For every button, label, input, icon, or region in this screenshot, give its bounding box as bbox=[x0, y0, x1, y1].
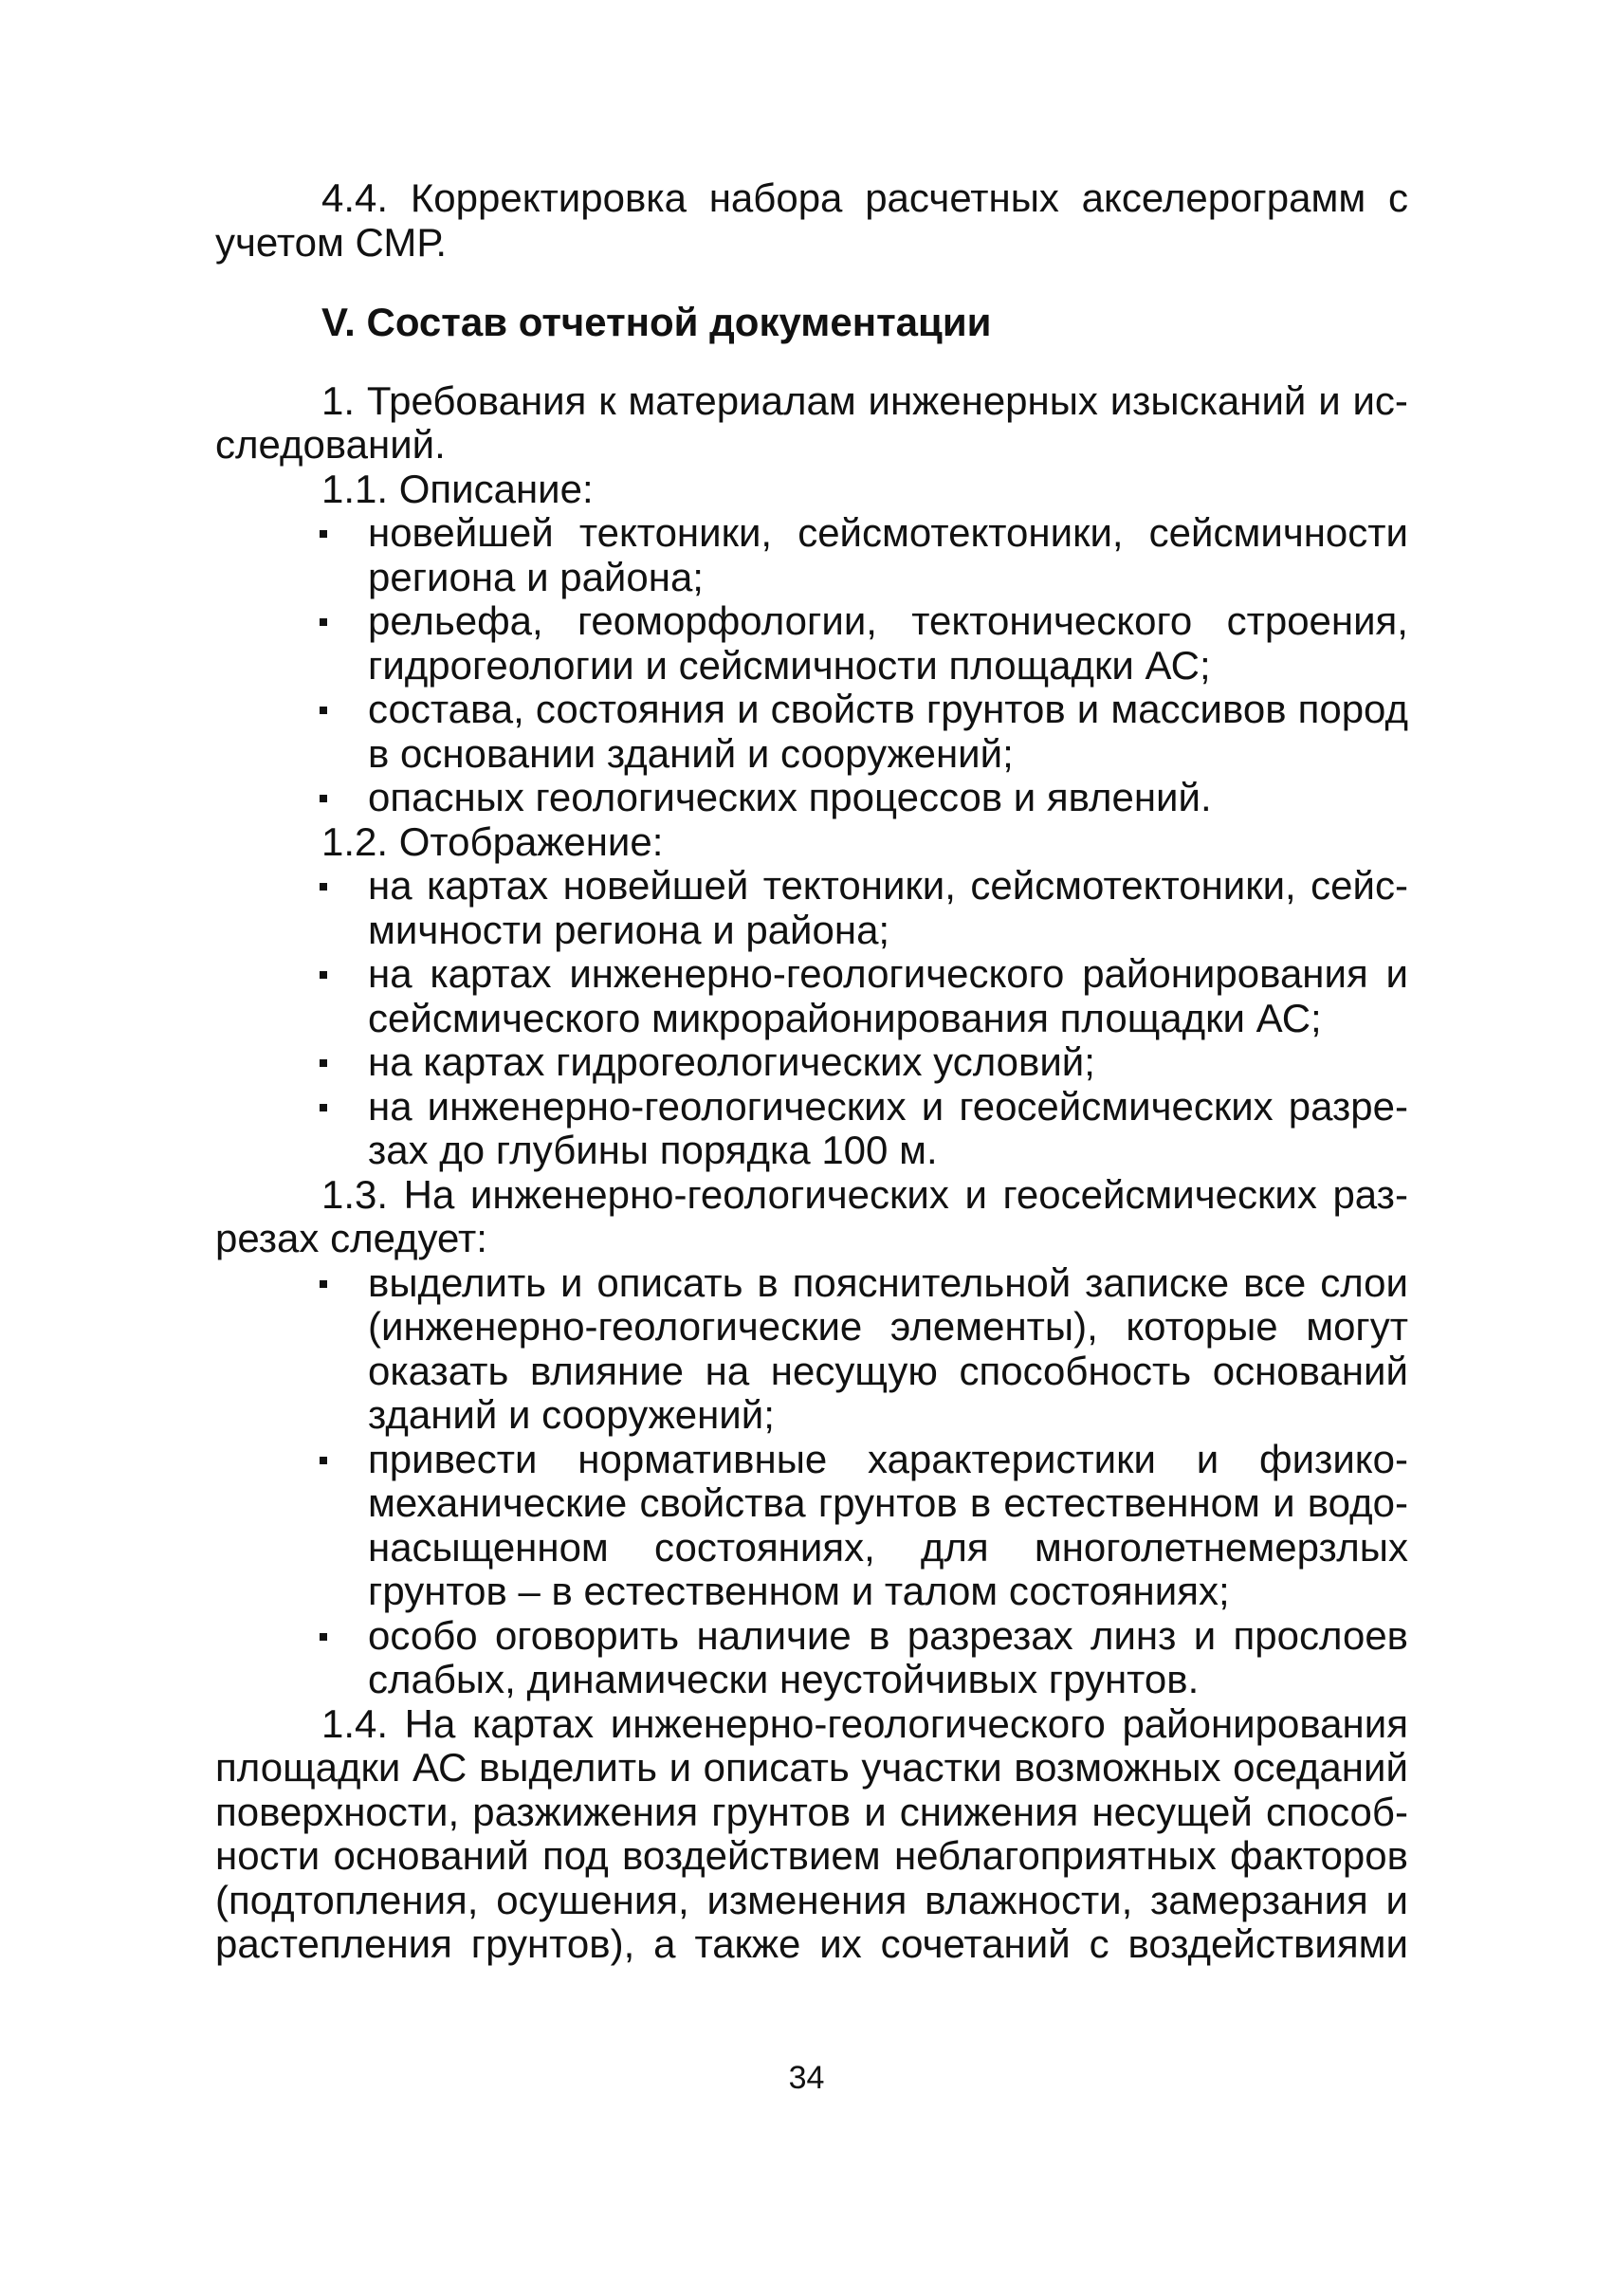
bullet-item-line bbox=[215, 1526, 1408, 1570]
para-1-4-line-word: и bbox=[1385, 1877, 1408, 1922]
bullet-list-1-2 bbox=[215, 864, 1408, 1173]
bullet-item-line bbox=[215, 1350, 1408, 1394]
para-1-line-1-word: 1. bbox=[321, 377, 356, 423]
bullet-marker-icon bbox=[320, 971, 327, 979]
bullet-item-line bbox=[215, 864, 1408, 909]
para-1-4-line bbox=[215, 1922, 1408, 1967]
para-1-4-line-word: способ- bbox=[1265, 1789, 1408, 1834]
para-1-2-title: 1.2. Отображение: bbox=[321, 818, 664, 864]
bullet-item-line-word: механические bbox=[368, 1480, 628, 1525]
bullet-marker-icon bbox=[320, 1457, 327, 1464]
para-1-4-line-word: оседаний bbox=[1233, 1745, 1408, 1790]
bullet-item-line-word: на bbox=[368, 1083, 412, 1129]
para-1-4-line-word: участки bbox=[861, 1745, 1002, 1790]
para-1-4-line-word: инженерно-геологического bbox=[610, 1700, 1106, 1746]
bullet-item-line-word: массивов bbox=[1110, 687, 1287, 731]
para-1-line-1 bbox=[215, 379, 1408, 424]
bullet-item-line-word: способность bbox=[959, 1348, 1192, 1393]
bullet-item-line bbox=[215, 599, 1408, 644]
para-1-4-line-word: 1.4. bbox=[321, 1700, 389, 1746]
bullet-item-line-word: оговорить bbox=[494, 1612, 680, 1658]
para-1-3-line-1-word: геосейсмических bbox=[1002, 1171, 1317, 1217]
bullet-item-line bbox=[215, 1305, 1408, 1350]
bullet-marker-icon bbox=[320, 1280, 327, 1288]
bullet-item-line-word: которые bbox=[1126, 1304, 1278, 1349]
bullet-item-line-word: для bbox=[920, 1524, 989, 1570]
bullet-item-line-word: грунтов bbox=[817, 1480, 958, 1525]
bullet-item-line-word: разрезах bbox=[907, 1612, 1073, 1658]
para-1-4-line-word: растепления bbox=[215, 1921, 452, 1966]
bullet-item-line-word: записке bbox=[1085, 1259, 1230, 1305]
bullet-item-line-word: состояния bbox=[535, 687, 725, 731]
bullet-item-line bbox=[215, 1261, 1408, 1306]
section-heading: V. Состав отчетной документации bbox=[321, 300, 992, 344]
para-1-4-line bbox=[215, 1746, 1408, 1791]
para-1-4-line-word: под bbox=[542, 1833, 609, 1878]
bullet-item-line-word: тектонического bbox=[911, 598, 1193, 643]
para-4-4-line-1 bbox=[215, 176, 1408, 221]
para-1-4-line-word: ности bbox=[215, 1833, 321, 1878]
bullet-item-line-word: и bbox=[1273, 1480, 1295, 1525]
para-1-line-2: следований. bbox=[215, 422, 446, 467]
bullet-marker-icon bbox=[320, 883, 327, 891]
para-1-4-line-word: воздействием bbox=[622, 1833, 881, 1878]
bullet-item-line-word: и bbox=[1193, 1612, 1217, 1658]
para-1-3-line-2: резах следует: bbox=[215, 1216, 487, 1260]
bullet-item-line-word: привести bbox=[368, 1436, 538, 1481]
bullet-item-line-word: несущую bbox=[770, 1348, 938, 1393]
para-1-4-line bbox=[215, 1879, 1408, 1923]
bullet-item-line-word: сейсмотектоники, bbox=[970, 863, 1296, 908]
bullet-item-line-word: многолетнемерзлых bbox=[1034, 1524, 1408, 1570]
bullet-item-line-word: характеристики bbox=[868, 1436, 1156, 1481]
page-number: 34 bbox=[788, 2060, 825, 2096]
bullet-item-line-word: инженерно-геологического bbox=[569, 951, 1065, 996]
para-1-4-line-word: их bbox=[819, 1921, 862, 1966]
para-1-4-line-word: влажности, bbox=[925, 1877, 1133, 1922]
bullet-item-line bbox=[215, 1614, 1408, 1659]
bullet-item-line-word: и bbox=[921, 1083, 944, 1129]
bullet-marker-icon bbox=[320, 1104, 327, 1111]
bullet-item-line bbox=[215, 952, 1408, 997]
para-4-4-line-1-word: набора bbox=[708, 175, 843, 220]
bullet-item-line-word: и bbox=[1385, 951, 1408, 996]
para-1-4-line-word: с bbox=[1089, 1921, 1109, 1966]
bullet-item-line-word: нормативные bbox=[577, 1436, 828, 1481]
para-1-4-line-word: неблагоприятных bbox=[893, 1833, 1217, 1878]
para-1-4-line bbox=[215, 1834, 1408, 1879]
bullet-item-line-word: физико- bbox=[1259, 1436, 1408, 1481]
para-1-4-line-word: а bbox=[653, 1921, 676, 1966]
bullet-item-line-word: естественном bbox=[1003, 1480, 1260, 1525]
para-1-4-line-word: воздействиями bbox=[1127, 1921, 1408, 1966]
bullet-item-line-word: свойств bbox=[770, 687, 915, 731]
para-1-3-line-1-word: На bbox=[403, 1171, 455, 1217]
para-4-4-line-1-word: расчетных bbox=[865, 175, 1059, 220]
bullet-item-line bbox=[215, 1481, 1408, 1526]
para-4-4-line-1-word: 4.4. bbox=[321, 175, 389, 220]
para-1-4-line-word: картах bbox=[471, 1700, 595, 1746]
bullet-item-line-word: районирования bbox=[1082, 951, 1368, 996]
bullet-item-line: сейсмического микрорайонирования площадки АС; bbox=[368, 995, 1322, 1040]
bullet-item-line-word: в bbox=[869, 1612, 890, 1658]
bullet-item-line: опасных геологических процессов и явлений. bbox=[215, 776, 1408, 820]
para-1-4-line-word: На bbox=[404, 1700, 456, 1746]
para-1-3-line-1-word: 1.3. bbox=[321, 1171, 389, 1217]
bullet-marker-icon bbox=[320, 530, 327, 538]
para-1-4-line-word: грунтов bbox=[711, 1789, 852, 1834]
bullet-item-line-word: элементы), bbox=[889, 1304, 1098, 1349]
bullet-item-line-word: на bbox=[705, 1348, 750, 1393]
para-1-4-line-word: и bbox=[669, 1745, 692, 1790]
bullet-marker-icon bbox=[320, 1633, 327, 1641]
para-1-line-1-word: изысканий bbox=[1109, 377, 1307, 423]
bullet-marker-icon bbox=[320, 1059, 327, 1067]
bullet-item-line-word: влияние bbox=[529, 1348, 685, 1393]
para-1-4-line-word: осушения, bbox=[496, 1877, 689, 1922]
bullet-item-line bbox=[215, 1085, 1408, 1130]
para-1-4-line-word: замерзания bbox=[1150, 1877, 1368, 1922]
bullet-item-line-word: и bbox=[1196, 1436, 1219, 1481]
bullet-item-line-word: и bbox=[1076, 687, 1100, 731]
bullet-item-line-word: (инженерно-геологические bbox=[368, 1304, 863, 1349]
bullet-item-line-word: в bbox=[969, 1480, 992, 1525]
bullet-item-line-word: рельефа, bbox=[368, 598, 543, 643]
bullet-item-line-word: пород bbox=[1297, 687, 1408, 731]
bullet-item-line-word: выделить bbox=[368, 1259, 547, 1305]
bullet-item-line: на картах гидрогеологических условий; bbox=[215, 1040, 1408, 1085]
bullet-item-line-word: строения, bbox=[1226, 598, 1408, 643]
para-1-line-1-word: к bbox=[598, 377, 616, 423]
para-1-4-line bbox=[215, 1702, 1408, 1747]
para-1-4-line-word: выделить bbox=[478, 1745, 658, 1790]
bullet-item-line: в основании зданий и сооружений; bbox=[368, 730, 1014, 776]
para-1-3-line-1-word: раз- bbox=[1332, 1171, 1408, 1217]
bullet-item-line-word: грунтов bbox=[926, 687, 1066, 731]
para-1-3-line-1-word: инженерно-геологических bbox=[469, 1171, 949, 1217]
para-1-3-line-1 bbox=[215, 1173, 1408, 1218]
para-1-4-line-word: также bbox=[694, 1921, 801, 1966]
para-1-3-line-1-word: и bbox=[964, 1171, 987, 1217]
para-1-line-1-word: инженерных bbox=[868, 377, 1098, 423]
bullet-item-line: зданий и сооружений; bbox=[368, 1392, 775, 1437]
para-1-line-1-word: ис- bbox=[1352, 377, 1408, 423]
para-4-4-line-1-word: акселерограмм bbox=[1081, 175, 1366, 220]
bullet-item-line-word: водо- bbox=[1307, 1480, 1408, 1525]
bullet-item-line bbox=[215, 1438, 1408, 1482]
para-4-4-line-1-word: Корректировка bbox=[410, 175, 687, 220]
bullet-item-line: зах до глубины порядка 100 м. bbox=[368, 1128, 938, 1172]
bullet-item-line-word: состояниях, bbox=[653, 1524, 875, 1570]
bullet-marker-icon bbox=[320, 618, 327, 626]
bullet-item-line-word: линз bbox=[1090, 1612, 1177, 1658]
page-body bbox=[215, 176, 1408, 1967]
para-1-4-line-word: АС bbox=[412, 1745, 467, 1790]
bullet-item-line-word: на bbox=[368, 863, 412, 908]
bullet-item-line: слабых, динамически неустойчивых грунтов. bbox=[368, 1657, 1200, 1701]
bullet-item-line-word: инженерно-геологических bbox=[427, 1083, 907, 1129]
bullet-item-line-word: геосейсмических bbox=[959, 1083, 1274, 1129]
bullet-item-line-word: на bbox=[368, 951, 412, 996]
para-4-4-line-1-word: с bbox=[1387, 175, 1408, 220]
para-1-4-line-word: факторов bbox=[1230, 1833, 1408, 1878]
para-1-line-1-word: Требования bbox=[366, 377, 587, 423]
bullet-item-line-word: сейс- bbox=[1311, 863, 1408, 908]
bullet-item-line-word: оказать bbox=[368, 1348, 509, 1393]
bullet-item-line: гидрогеологии и сейсмичности площадки АС; bbox=[368, 642, 1211, 688]
bullet-item-line-word: геоморфологии, bbox=[577, 598, 877, 643]
para-1-4-line-word: возможных bbox=[1014, 1745, 1221, 1790]
bullet-item-line-word: оснований bbox=[1212, 1348, 1408, 1393]
bullet-marker-icon bbox=[320, 707, 327, 714]
para-1-4-line-word: разжижения bbox=[472, 1789, 699, 1834]
bullet-item-line-word: и bbox=[737, 687, 760, 731]
bullet-item-line-word: в bbox=[757, 1259, 779, 1305]
para-1-4 bbox=[215, 1702, 1408, 1967]
bullet-item-line-word: тектоники, bbox=[578, 510, 773, 555]
para-4-4-line-2: учетом СМР. bbox=[215, 219, 448, 265]
bullet-list-1-1 bbox=[215, 511, 1408, 820]
bullet-item-line-word: описать bbox=[596, 1259, 743, 1305]
bullet-item-line-word: могут bbox=[1306, 1304, 1408, 1349]
para-1-line-1-word: и bbox=[1318, 377, 1341, 423]
bullet-item-line-word: сейсмотектоники, bbox=[797, 510, 1124, 555]
bullet-item-line-word: слои bbox=[1320, 1259, 1408, 1305]
para-1-4-line-word: площадки bbox=[215, 1745, 401, 1790]
bullet-item-line-word: пояснительной bbox=[792, 1259, 1072, 1305]
para-1-4-line-word: снижения bbox=[899, 1789, 1079, 1834]
bullet-list-1-3 bbox=[215, 1261, 1408, 1702]
para-1-4-line-word: несущей bbox=[1091, 1789, 1253, 1834]
bullet-item-line-word: новейшей bbox=[562, 863, 749, 908]
bullet-item-line bbox=[215, 688, 1408, 732]
bullet-marker-icon bbox=[320, 795, 327, 802]
para-1-4-line-word: районирования bbox=[1122, 1700, 1408, 1746]
para-1-4-line-word: и bbox=[864, 1789, 887, 1834]
bullet-item-line-word: прослоев bbox=[1233, 1612, 1408, 1658]
bullet-item-line: грунтов – в естественном и талом состояниях; bbox=[368, 1569, 1230, 1613]
bullet-item-line-word: новейшей bbox=[368, 510, 554, 555]
bullet-item-line-word: состава, bbox=[368, 687, 524, 731]
bullet-item-line-word: тектоники, bbox=[762, 863, 956, 908]
para-1-4-line-word: (подтопления, bbox=[215, 1877, 479, 1922]
para-1-4-line-word: поверхности, bbox=[215, 1789, 460, 1834]
bullet-item-line: мичности региона и района; bbox=[368, 907, 890, 952]
bullet-item-line-word: разре- bbox=[1288, 1083, 1408, 1129]
bullet-item-line-word: сейсмичности bbox=[1148, 510, 1408, 555]
para-1-1-title: 1.1. Описание: bbox=[321, 466, 594, 511]
bullet-item-line-word: картах bbox=[430, 951, 552, 996]
para-1-4-line-word: описать bbox=[703, 1745, 850, 1790]
bullet-item-line-word: и bbox=[559, 1259, 583, 1305]
bullet-item-line-word: наличие bbox=[696, 1612, 852, 1658]
para-1-4-line-word: оснований bbox=[333, 1833, 529, 1878]
bullet-item-line-word: свойства bbox=[639, 1480, 806, 1525]
para-1-line-1-word: материалам bbox=[628, 377, 856, 423]
bullet-item-line-word: насыщенном bbox=[368, 1524, 609, 1570]
para-1-4-line-word: грунтов), bbox=[470, 1921, 635, 1966]
bullet-item-line: региона и района; bbox=[368, 554, 704, 599]
bullet-item-line bbox=[215, 511, 1408, 556]
para-1-4-line bbox=[215, 1791, 1408, 1835]
bullet-item-line-word: все bbox=[1243, 1259, 1307, 1305]
bullet-item-line-word: особо bbox=[368, 1612, 478, 1658]
para-1-4-line-word: сочетаний bbox=[880, 1921, 1071, 1966]
bullet-item-line-word: картах bbox=[426, 863, 549, 908]
para-1-4-line-word: изменения bbox=[706, 1877, 907, 1922]
